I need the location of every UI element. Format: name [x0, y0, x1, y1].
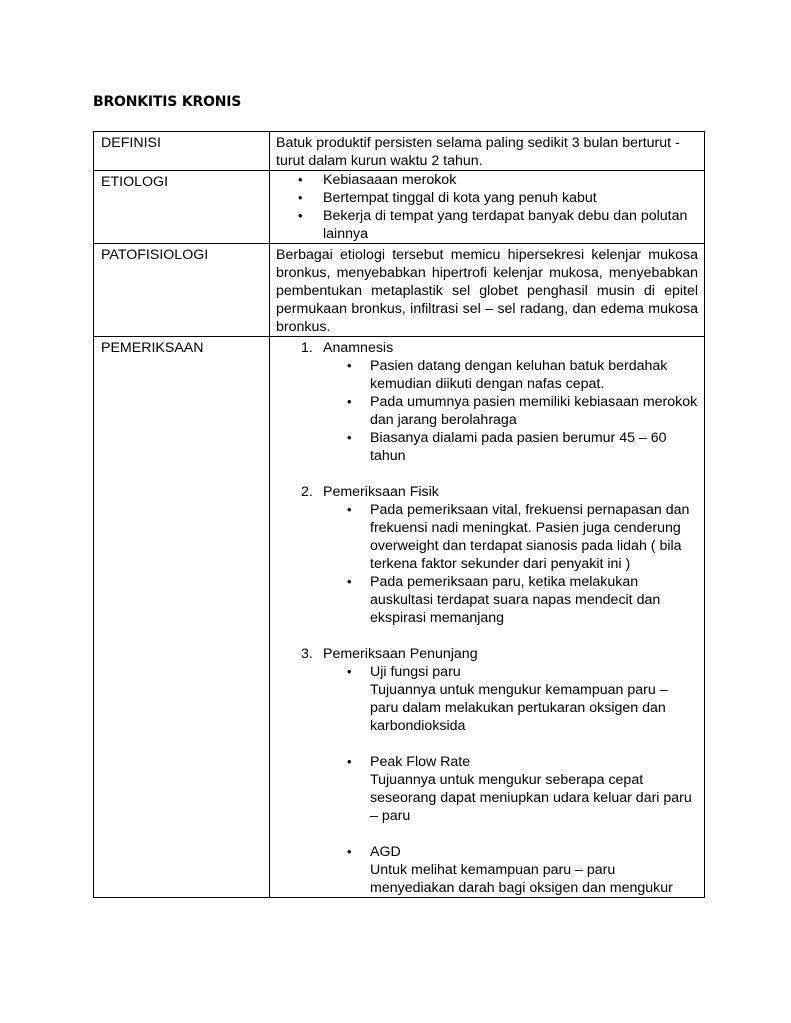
table-row-patofisiologi [94, 244, 705, 337]
test-name: Peak Flow Rate [370, 754, 471, 770]
list-number: 3. [301, 646, 313, 662]
list-item: • Pasien datang dengan keluhan batuk berdahak kemudian diikuti dengan nafas cepat. [370, 357, 698, 393]
section-heading: Pemeriksaan Penunjang [323, 646, 478, 662]
list-item: • Pada pemeriksaan paru, ketika melakukan auskultasi terdapat suara napas mendecit dan ekspirasi memanjang [370, 573, 698, 627]
list-item [370, 663, 698, 735]
test-description: Untuk melihat kemampuan paru – paru menyediakan darah bagi oksigen dan mengukur [370, 862, 673, 896]
row-label: ETIOLOGI [94, 171, 270, 244]
list-number: 2. [301, 484, 313, 500]
row-label: PEMERIKSAAN [94, 337, 270, 898]
fisik-list [323, 501, 698, 627]
list-item: • Pada umumnya pasien memiliki kebiasaan merokok dan jarang berolahraga [370, 393, 698, 429]
table-row-etiologi [94, 171, 705, 244]
row-label: PATOFISIOLOGI [94, 244, 270, 337]
pemeriksaan-list [276, 339, 698, 897]
list-item: • Bekerja di tempat yang terdapat banyak debu dan polutan lainnya [323, 207, 698, 243]
definisi-text: Batuk produktif persisten selama paling sedikit 3 bulan berturut - turut dalam kurun waktu 2 tahun. [270, 132, 705, 171]
list-item: • Biasanya dialami pada pasien berumur 45 – 60 tahun [370, 429, 698, 465]
list-item [301, 339, 698, 465]
list-item: • Bertempat tinggal di kota yang penuh kabut [323, 189, 698, 207]
list-item [301, 483, 698, 627]
penunjang-list [323, 663, 698, 897]
anamnesis-list [323, 357, 698, 465]
bronkitis-table [93, 131, 705, 898]
list-item [370, 753, 698, 825]
table-row-definisi [94, 132, 705, 171]
section-heading: Pemeriksaan Fisik [323, 484, 439, 500]
test-name: AGD [370, 844, 401, 860]
list-item [301, 645, 698, 897]
document-title: BRONKITIS KRONIS [93, 94, 242, 110]
test-name: Uji fungsi paru [370, 664, 461, 680]
table-row-pemeriksaan [94, 337, 705, 898]
list-item: • Pada pemeriksaan vital, frekuensi pernapasan dan frekuensi nadi meningkat. Pasien juga cenderung overweight dan terdapat sianosis pada lidah ( bila terkena faktor sekunder dari penyakit ini ) [370, 501, 698, 573]
test-description: Tujuannya untuk mengukur kemampuan paru – paru dalam melakukan pertukaran oksigen dan karbondioksida [370, 682, 668, 734]
etiologi-list [276, 171, 698, 243]
patofisiologi-text: Berbagai etiologi tersebut memicu hipersekresi kelenjar mukosa bronkus, menyebabkan hipertrofi kelenjar mukosa, menyebabkan pembentukan metaplastik sel globet penghasil musin di epitel permukaan bronkus, infiltrasi sel – sel radang, dan edema mukosa bronkus. [270, 244, 705, 337]
pemeriksaan-content [270, 337, 705, 898]
section-heading: Anamnesis [323, 340, 394, 356]
list-item [370, 843, 698, 897]
row-label: DEFINISI [94, 132, 270, 171]
list-item: • Kebiasaaan merokok [323, 171, 698, 189]
test-description: Tujuannya untuk mengukur seberapa cepat seseorang dapat meniupkan udara keluar dari paru – paru [370, 772, 692, 824]
etiologi-content [270, 171, 705, 244]
list-number: 1. [301, 340, 313, 356]
